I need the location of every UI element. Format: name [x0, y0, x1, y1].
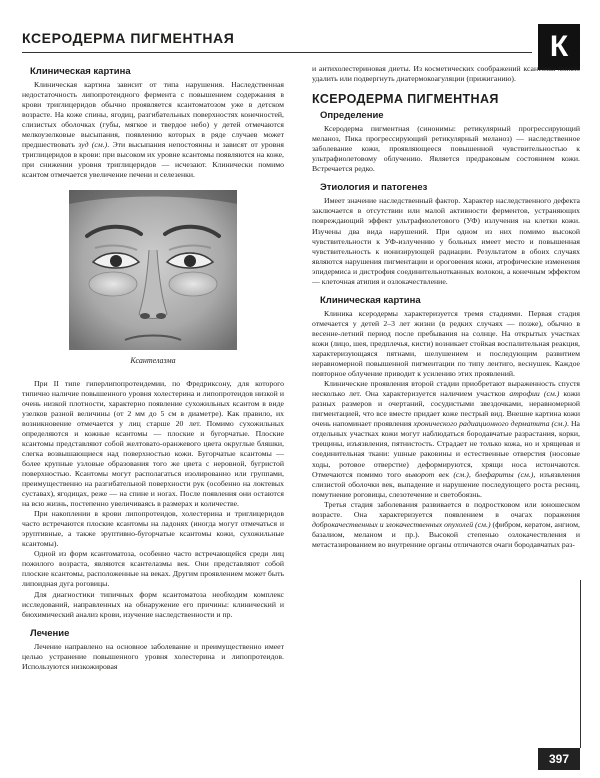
text-segment-italic: выворот век (см.)	[405, 469, 469, 479]
section-heading-etiology: Этиология и патогенез	[320, 182, 428, 194]
section-heading-clinical-xeroderma: Клиническая картина	[320, 294, 421, 306]
header-rule	[22, 52, 532, 53]
text-segment: . На отдельных участках кожи могут наблюдаться бородавчатые разрастания, корки, трещины, изъязвления, пятнистость. Страдает не только кожа, но и хрящевая и соединительная ткани: ушные раковины и естественные отверстия (носовые ходы, ротовое отверстие) деформируются, хрящи носа истончаются. Отмечаются помимо того	[312, 419, 580, 479]
text-segment: ,	[468, 469, 476, 479]
text-segment: Клиника ксеродермы характеризуется тремя стадиями. Первая стадия отмечается у детей 2–3 лет жизни (в редких случаях — позже), обычно в весенне-летний период после пребывания на солнце. На открытых участках кожи (лицо, шея, предплечья, кисти) возникает стойкая воспалительная реакция, характеризующаяся пятнами, шелушением и последующим развитием неравномерной повышенной пигментации по типу лентиго, веснушек. Каждое повторное облучение приводит к усилению этих проявлений.	[312, 308, 580, 379]
page-number-rule	[580, 580, 581, 748]
photo-caption: Ксантелазма	[130, 356, 176, 366]
page-number: 397	[538, 748, 580, 770]
photo-xanthelasma-patch	[89, 272, 137, 296]
paragraph	[22, 590, 284, 620]
paragraph	[312, 309, 580, 379]
text-segment: Лечение направлено на основное заболевание и преимущественно имеет целью устранение повышенного уровня холестерина и липопротеидов. Используются низкожировая	[22, 641, 284, 671]
text-segment: При накоплении в крови липопротеидов, холестерина и триглицеридов часто встречаются плоские ксантомы на ладонях (иногда могут отмечаться и эруптивные, а также эруптивно-бугорчатые ксантомы кожи, сухожильные ксантомы).	[22, 509, 284, 549]
paragraph	[22, 80, 284, 180]
text-segment: Клинические проявления второй стадии приобретают выраженность спустя несколько лет. Она характеризуется наличием участков	[312, 379, 580, 399]
text-segment-italic: зуд (см.)	[78, 140, 108, 150]
photo-nostril	[140, 313, 150, 319]
text-segment: кожи разных размеров и очертаний, сосудистыми звездочками, неравномерной пигментацией, что все вместе придает коже пестрый вид. Внешне картина кожи очень напоминает проявления	[312, 389, 580, 429]
spacer	[312, 287, 580, 293]
paragraph	[22, 379, 284, 510]
text-segment: (фибром, кератом, ангиом, базалиом, меланом и пр.). Высокой степенью озлокачествления и метастазированием во внутренние органы отличаются очаги бородавчатых раз-	[312, 519, 580, 549]
paragraph	[312, 500, 580, 550]
text-segment: , изъязвления слизистой оболочки век, выпадение и нарушение последующего роста ресниц, помутнение роговицы, слезотечение и светобоязнь.	[312, 469, 581, 499]
running-head: КСЕРОДЕРМА ПИГМЕНТНАЯ	[22, 30, 235, 46]
text-segment: Ксеродерма пигментная (синонимы: ретикулярный прогрессирующий меланоз, Пика прогрессирующий ретикулярный меланоз) — наследственное заболевание кожи, проявляющееся повышенной чувствительностью к ультрафиолетовому облучению. Является предраковым состоянием кожи. Встречается редко.	[312, 124, 580, 174]
paragraph	[312, 379, 580, 500]
photo-iris-right	[184, 255, 196, 267]
spacer	[312, 174, 580, 180]
photo-iris-left	[110, 255, 122, 267]
spacer	[22, 620, 284, 626]
photo-nostril	[156, 313, 166, 319]
paragraph	[22, 642, 284, 672]
paragraph	[22, 509, 284, 549]
text-segment: Клиническая картина зависит от типа нарушения. Наследственная недостаточность липопротеидного фермента с повышением содержания в крови триглицеридов обычно проявляется ксантоматозом уже в детском возрасте. На коже спины, ягодиц, разгибательных поверхностях конечностей, слизистых оболочках (губы, мягкое и твердое небо) у детей отмечаются мелкоузелковые высыпания, появлению которых в ряде случаев может предшествовать	[22, 80, 284, 150]
text-segment-italic: блефариты (см.)	[475, 469, 534, 479]
text-segment: Для диагностики типичных форм ксантоматоза необходим комплекс исследований, направленных на обнаружение его причины: клинический и биохимический анализ крови, изучение наследственности и пр.	[22, 589, 284, 619]
paragraph	[312, 196, 580, 286]
paragraph-continuation	[312, 64, 580, 84]
letter-tab: К	[538, 24, 580, 70]
text-segment: . Эти высыпания непостоянны и зависят от уровня триглицеридов в крови: при высоком их уровне ксантомы появляются на коже, при снижении уровня триглицеридов — исчезают. Клинически помимо ксантом отмечается увеличение печени и селезенки.	[22, 140, 284, 180]
right-column	[312, 64, 580, 550]
section-heading-treatment: Лечение	[30, 627, 70, 639]
xanthelasma-photo	[69, 190, 237, 350]
text-segment: Одной из форм ксантоматоза, особенно часто встречающейся среди лиц пожилого возраста, являются ксантелазмы век. Они представляют собой плоские ксантомы, расположенные на веках. Другим проявлением может быть липоидная дуга роговицы.	[22, 549, 284, 589]
text-segment-italic: атрофии (см.)	[509, 389, 560, 399]
paragraph	[22, 549, 284, 589]
text-segment-italic: доброкачественных и злокачественных опухолей (см.)	[312, 519, 491, 529]
photo-figure	[69, 190, 237, 350]
article-title: КСЕРОДЕРМА ПИГМЕНТНАЯ	[312, 92, 499, 107]
text-segment: При II типе гиперлипопротеидемии, по Фредриксону, для которого типично наличие повышенного уровня холестерина и липопротеидов низкой и очень низкой плотности, характерно появление сухожильных ксантом в виде узелков разной величины (от 2 мм до 5 см в диаметре). Как правило, их возникновение отмечается у лиц старше 20 лет. Помимо сухожильных определяются и кожные ксантомы — плоские и бугорчатые. Плоские ксантомы представляют собой желтовато-оранжевого цвета округлые бляшки, слегка возвышающиеся над поверхностью кожи. Бугорчатые ксантомы — более крупные узловые образования того же цвета с неровной, бугристой поверхностью. Ксантомы могут располагаться изолированно или группами, преимущественно на разгибательной поверхности рук (особенно на локтевых суставах), ягодицах, реже — на спине и ногах. После появления они остаются на всю жизнь, постепенно увеличиваясь в размерах и количестве.	[22, 378, 284, 509]
text-segment: и антихолестериновая диеты. Из косметических соображений ксантомы можно удалить или подвергнуть диатермокоагуляции (прижиганию).	[312, 64, 580, 84]
left-column	[22, 64, 284, 672]
paragraph	[312, 124, 580, 174]
section-heading-clinical: Клиническая картина	[30, 66, 131, 77]
text-segment: Имеет значение наследственный фактор. Характер наследственного дефекта заключается в отсутствии или малой активности ферментов, устраняющих повреждающий эффект ультрафиолетового (УФ) излучения на клетки кожи. Изучены два вида нарушений. При одном из них помимо высокой чувствительности к УФ-излучению у больных имеет место и повышенная чувствительность к ионизирующей радиации. Результатом в обоих случаях являются нарушения пигментации и ороговения кожи, атрофические изменения эпидермиса и дистрофия соединительнотканных волокон, а конечным эффектом — клеточная атипия и озлокачествление.	[312, 196, 580, 286]
section-heading-definition: Определение	[320, 110, 384, 122]
text-segment: Третья стадия заболевания развивается в подростковом или юношеском возрасте. Она характеризуется появлением в очагах поражения	[312, 499, 580, 519]
photo-xanthelasma-patch	[169, 272, 217, 296]
text-segment-italic: хронического радиационного дерматита (см.)	[413, 419, 567, 429]
